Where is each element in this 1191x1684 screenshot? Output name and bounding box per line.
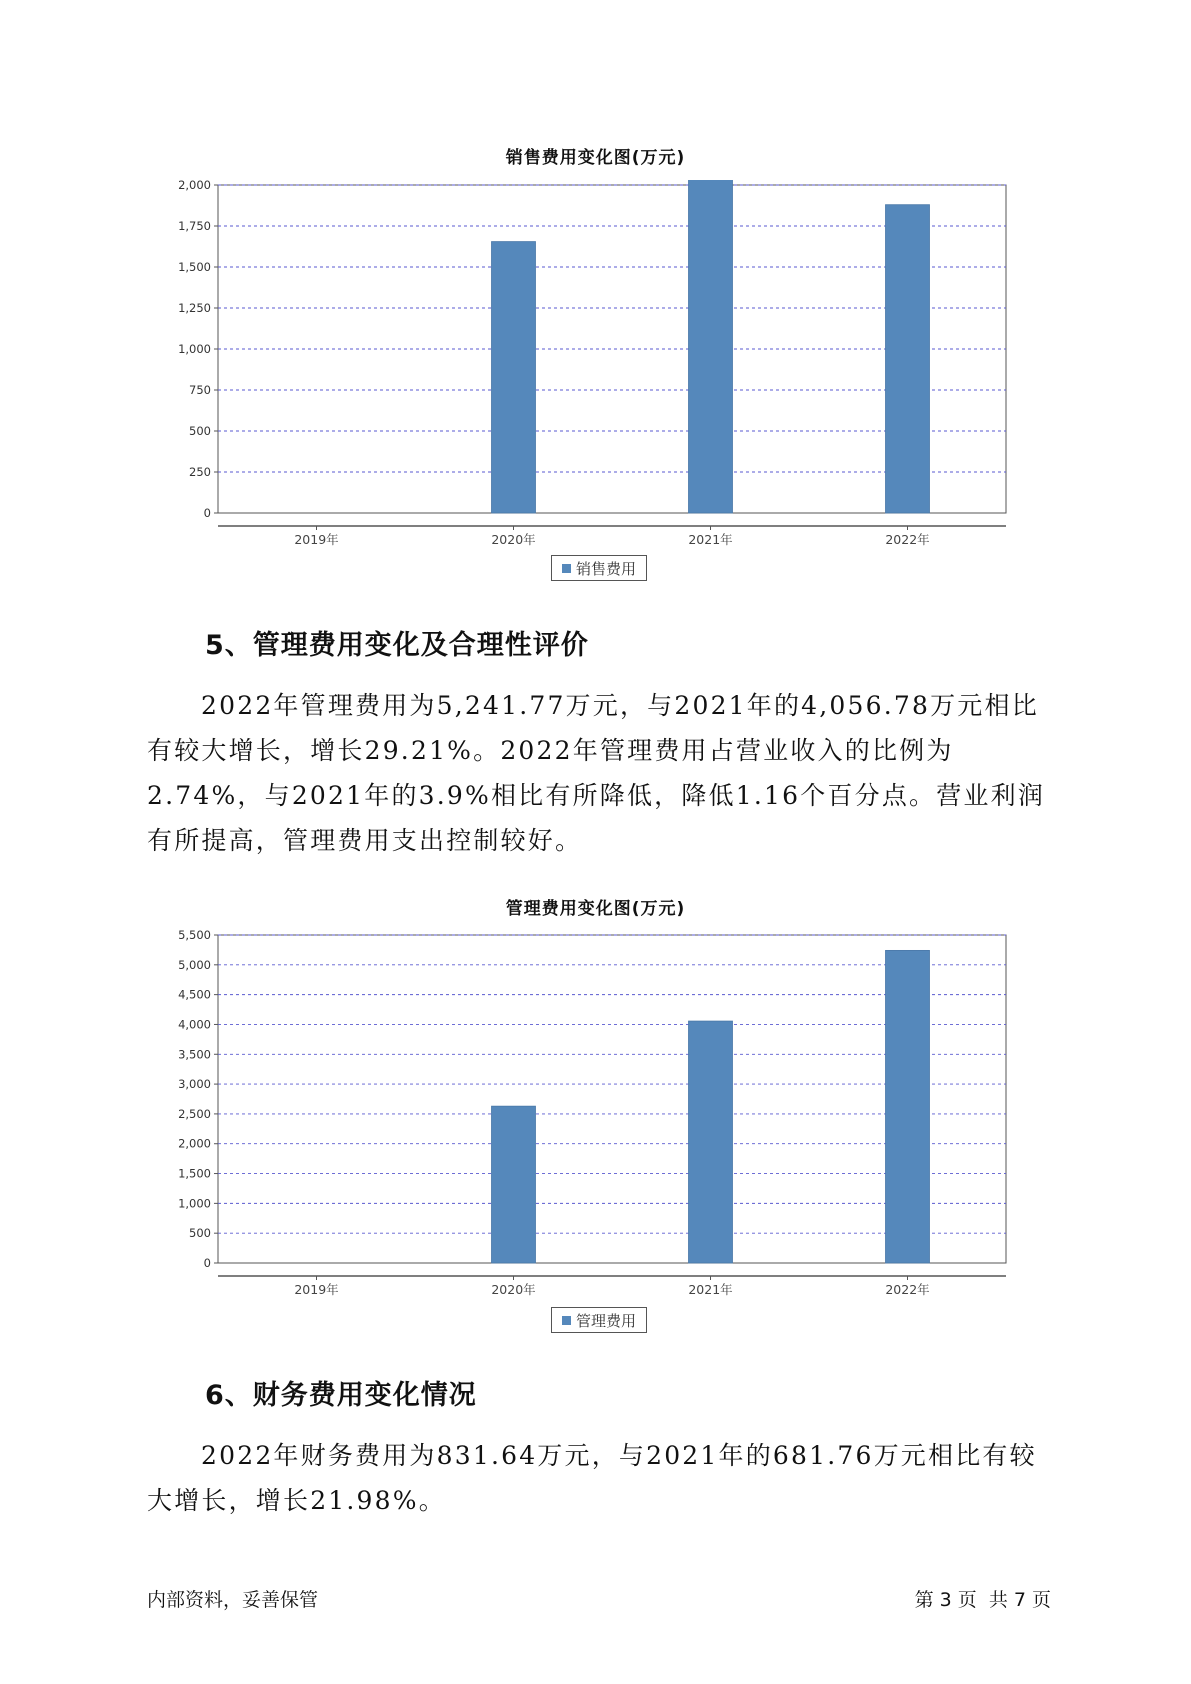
footer-confidential-note: 内部资料，妥善保管 xyxy=(147,1589,319,1611)
y-tick-label: 500 xyxy=(189,424,211,438)
y-tick-label: 0 xyxy=(203,1256,211,1270)
chart1-legend xyxy=(551,555,647,581)
x-tick-label: 2019年 xyxy=(294,532,339,547)
y-tick-label: 4,000 xyxy=(178,1017,211,1032)
bar xyxy=(492,1106,536,1263)
y-tick-label: 750 xyxy=(189,383,211,397)
y-tick-label: 1,250 xyxy=(178,301,211,315)
x-tick-label: 2019年 xyxy=(294,1282,339,1297)
y-tick-label: 2,500 xyxy=(178,1106,211,1121)
y-tick-label: 1,000 xyxy=(178,1196,211,1211)
y-tick-label: 1,500 xyxy=(178,260,211,274)
legend-label: 管理费用 xyxy=(575,1311,636,1330)
footer-page-number: 第 3 页 共 7 页 xyxy=(914,1589,1051,1611)
chart1-title: 销售费用变化图(万元) xyxy=(505,148,686,168)
y-tick-label: 4,500 xyxy=(178,987,211,1002)
chart2-title: 管理费用变化图(万元) xyxy=(505,899,686,919)
x-tick-label: 2020年 xyxy=(491,532,536,547)
chart2-legend xyxy=(551,1307,647,1333)
bar xyxy=(689,180,733,513)
x-tick-label: 2022年 xyxy=(885,1282,930,1297)
y-tick-label: 3,000 xyxy=(178,1077,211,1092)
admin-expense-chart xyxy=(160,930,1020,1300)
y-tick-label: 0 xyxy=(203,506,211,520)
y-tick-label: 5,500 xyxy=(178,930,211,942)
legend-swatch xyxy=(562,1316,571,1325)
y-tick-label: 5,000 xyxy=(178,957,211,972)
x-tick-label: 2021年 xyxy=(688,532,733,547)
section5-heading: 5、管理费用变化及合理性评价 xyxy=(205,630,589,661)
legend-label: 销售费用 xyxy=(575,559,636,578)
y-tick-label: 250 xyxy=(189,465,211,479)
y-tick-label: 2,000 xyxy=(178,1136,211,1151)
x-tick-label: 2020年 xyxy=(491,1282,536,1297)
y-tick-label: 1,000 xyxy=(178,342,211,356)
x-tick-label: 2021年 xyxy=(688,1282,733,1297)
y-tick-label: 1,750 xyxy=(178,219,211,233)
sales-expense-chart xyxy=(160,180,1020,550)
y-tick-label: 500 xyxy=(189,1226,211,1241)
y-tick-label: 2,000 xyxy=(178,180,211,192)
x-tick-label: 2022年 xyxy=(885,532,930,547)
y-tick-label: 1,500 xyxy=(178,1166,211,1181)
bar xyxy=(886,950,930,1263)
y-tick-label: 3,500 xyxy=(178,1047,211,1062)
section6-paragraph: 2022年财务费用为831.64万元，与2021年的681.76万元相比有较大增长，增长21.98%。 xyxy=(147,1441,1037,1515)
bar xyxy=(689,1021,733,1263)
section6-heading: 6、财务费用变化情况 xyxy=(205,1380,477,1411)
bar xyxy=(492,242,536,513)
legend-swatch xyxy=(562,564,571,573)
section5-paragraph: 2022年管理费用为5,241.77万元，与2021年的4,056.78万元相比有较大增长，增长29.21%。2022年管理费用占营业收入的比例为2.74%，与2021年的3.9%相比有所降低，降低1.16个百分点。营业利润有所提高，管理费用支出控制较好。 xyxy=(147,691,1046,855)
bar xyxy=(886,205,930,513)
